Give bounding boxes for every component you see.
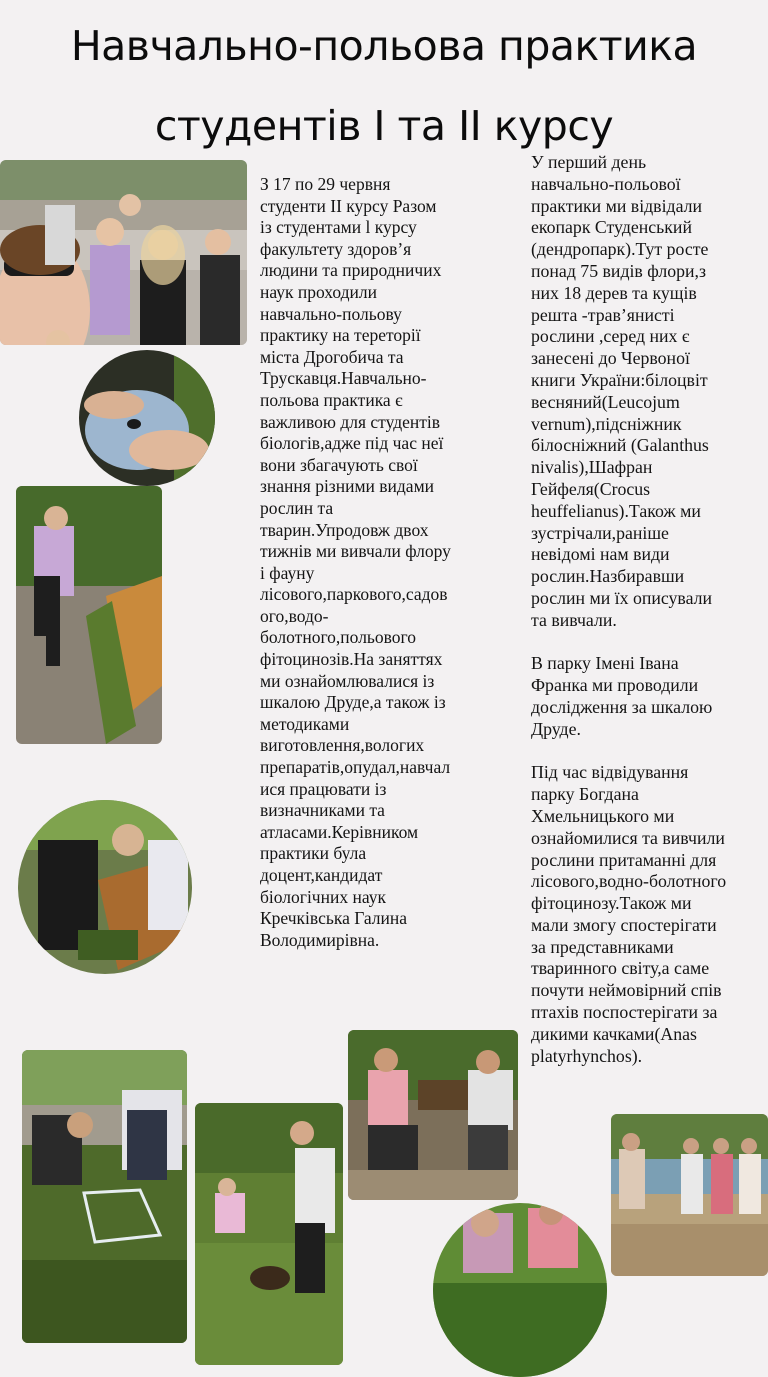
beetle-in-hand-photo <box>79 350 215 486</box>
practice-description-text: З 17 по 29 червня студенти ІІ курсу Разом із студентами l курсу факультету здоров’я людини та природничих наук проходили навчально-польову практику на тереторії міста Дрогобича та Трускавця.Навчально- польова практика є важливою для студентів біологів,адже під час неї вони збагачують свої знання різними видами рослин та тварин.Упродовж двох тижнів ми вивчали флору і фауну лісового,паркового,садов ого,водо- болотного,польового фітоцинозів.На заняттях ми ознайомлювалися із шкалою Друде,а також із методиками виготовлення,вологих препаратів,опудал,навчал ися працювати із визначниками та атласами.Керівником практики була доцент,кандидат біологічних наук Кречківська Галина Володимирівна. <box>260 174 451 950</box>
students-at-bench-photo <box>18 800 192 974</box>
sorting-plants-photo <box>348 1030 518 1200</box>
quadrat-sampling-photo <box>22 1050 187 1343</box>
page-title-line-2: студентів І та ІІ курсу <box>154 102 614 150</box>
student-near-bench-photo <box>16 486 162 744</box>
plant-collection-photo <box>433 1203 607 1377</box>
group-in-park-photo <box>611 1114 768 1276</box>
group-selfie-photo <box>0 160 247 345</box>
practice-details-text: У перший день навчально-польової практики ми відвідали екопарк Студенський (дендропарк).Тут росте понад 75 видів флори,з них 18 дерев та кущів решта -трав’янисті рослини ,серед них є занесені до Червоної книги України:білоцвіт весняний(Leucojum vernum),підсніжник білосніжний (Galanthus nivalis),Шафран Гейфеля(Crocus heuffelianus).Також ми зустрічали,раніше невідомі нам види рослин.Назбиравши рослин ми їх описували та вивчали. В парку Імені Івана Франка ми проводили дослідження за шкалою Друде. Під час відвідування парку Богдана Хмельницького ми ознайомилися та вивчили рослини притаманні для лісового,водно-болотного фітоцинозу.Також ми мали змогу спостерігати за представниками тваринного світу,а саме почути неймовірний спів птахів поспостерігати за дикими качками(Anas platyrhynchos). <box>531 152 727 1066</box>
digging-photo <box>195 1103 343 1365</box>
page-title-line-1: Навчально-польова практика <box>70 22 698 70</box>
